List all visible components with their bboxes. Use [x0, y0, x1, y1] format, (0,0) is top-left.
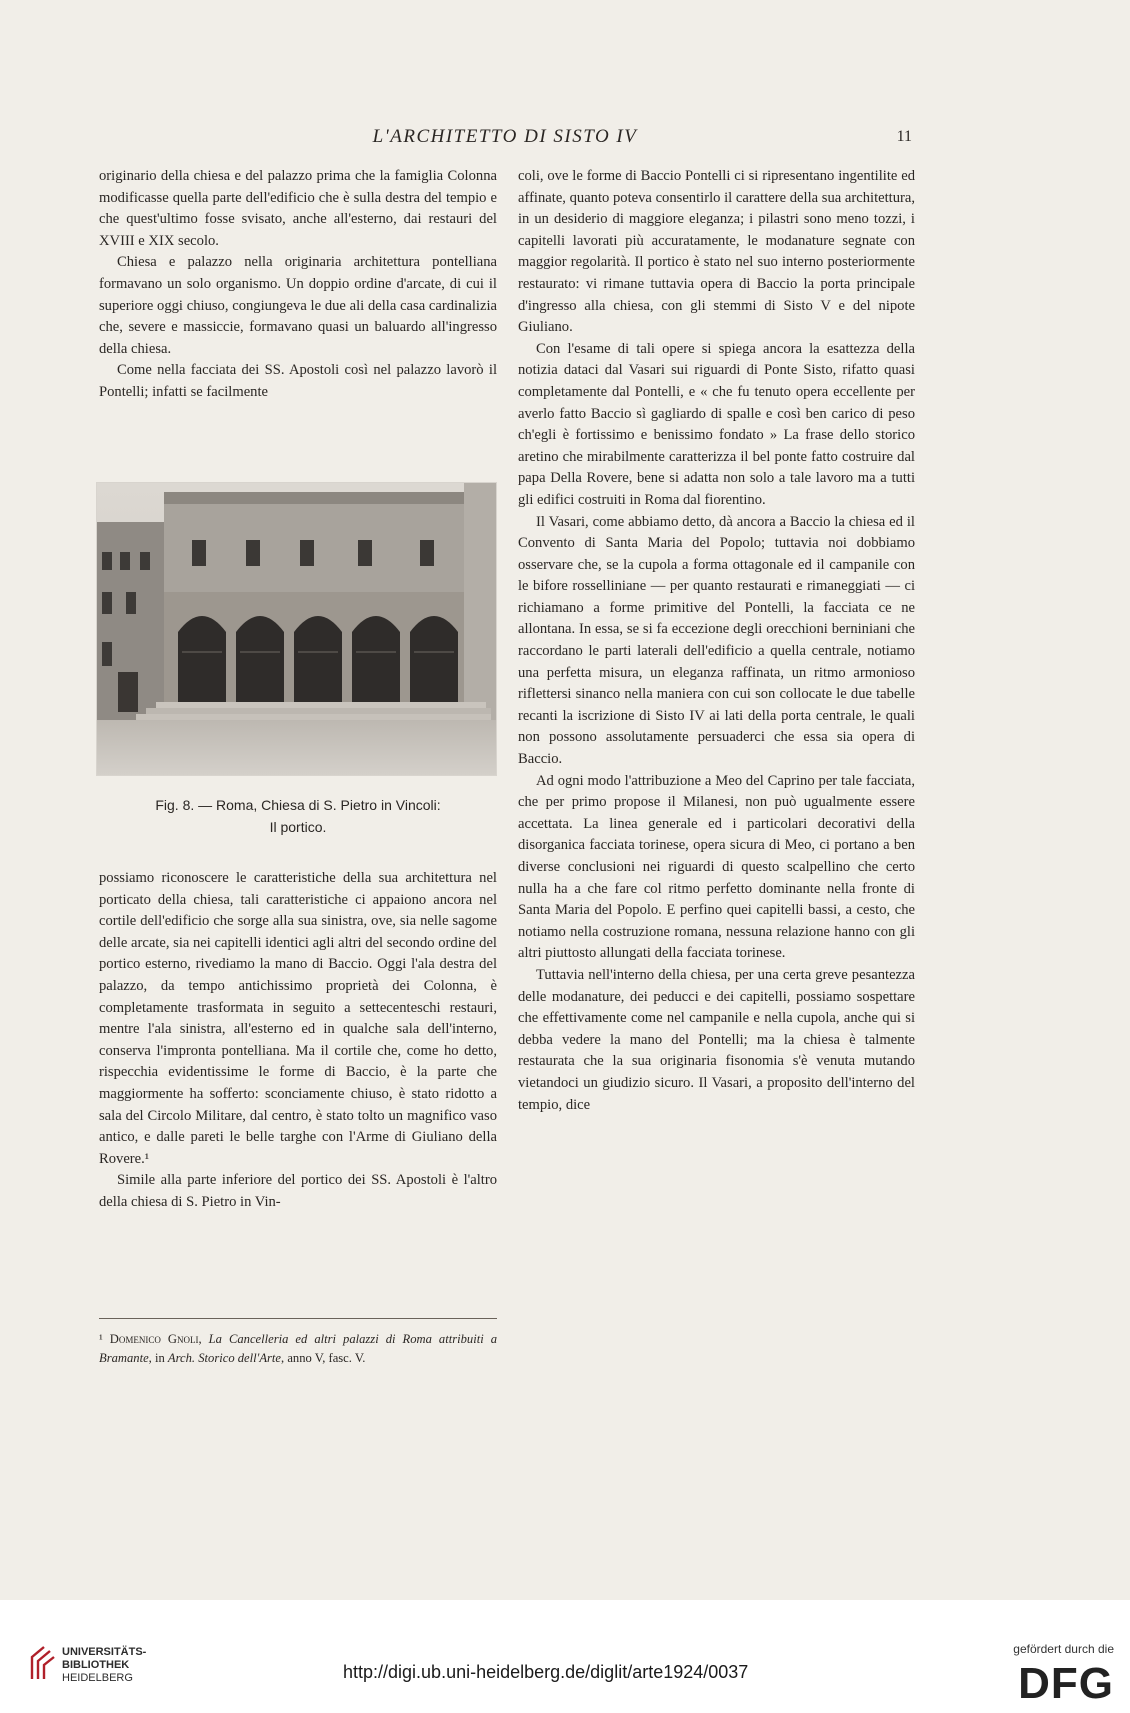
paragraph: Chiesa e palazzo nella originaria architettura pontelliana formavano un solo organismo. Un doppio ordine d'arcate, di cui il superiore oggi chiuso, congiungeva le due ali della casa cardinalizia che, severe e massiccie, formavano quasi un baluardo all'ingresso della chiesa.	[99, 254, 497, 357]
left-column-bottom	[99, 868, 497, 1214]
paragraph: Con l'esame di tali opere si spiega ancora la esattezza della notizia dataci dal Vasari sui riguardi di Ponte Sisto, rifatto quasi completamente dal Pontelli, e « che fu tenuto opera eccellente per averlo fatto Baccio sì gagliardo di spalle e così ben carico di peso ch'egli è fortissimo e benissimo fondato » La frase dello storico aretino che mirabilmente caratterizza il bel ponte fatto costruire dal papa Della Rovere, bene si adatta non solo a tale lavoro ma a tutti gli edifici costruiti in Roma dal fiorentino.	[518, 340, 915, 508]
paragraph: coli, ove le forme di Baccio Pontelli ci si ripresentano ingentilite ed affinate, quanto poteva consentirlo il carattere della sua architettura, in un desiderio di maggiore eleganza; i pilastri sono meno tozzi, i capitelli lavorati più accuratamente, le modanature segnate con maggior regolarità. Il portico è stato nel suo interno posteriormente restaurato: vi rimane tuttavia opera di Baccio la porta principale d'ingresso alla chiesa, con gli stemmi di Sisto V e del nipote Giuliano.	[518, 168, 915, 336]
running-header	[98, 126, 912, 156]
paragraph: Tuttavia nell'interno della chiesa, per una certa greve pesantezza delle modanature, dei peducci e dei capitelli, possiamo sospettare che effettivamente come nel campanile e nella cupola, anche qui si debba vedere la mano del Pontelli; ma la chiesa è talmente restaurata che la sua originaria fisonomia s'è venuta mutando vietandoci un giudizio sicuro. Il Vasari, a proposito dell'interno del tempio, dice	[518, 966, 915, 1113]
library-name-line: HEIDELBERG	[62, 1672, 133, 1684]
paragraph: Il Vasari, come abbiamo detto, dà ancora a Baccio la chiesa ed il Convento di Santa Maria del Popolo; tuttavia noi dobbiamo osservare che, se la cupola a forma ottagonale ed il campanile con le bifore rosselliniane — per quanto restaurati e rimaneggiati — ci richiamano a forme primitive del Pontelli, la facciata ce ne allontana. In essa, se si fa eccezione degli orecchioni berniniani che raccordano le parti laterali dell'edificio a quella centrale, notiamo una perfetta misura, un eleganza raffinata, un ritmo armonioso riflettersi sinanco nella maniera con cui son collocate le due tabelle recanti la iscrizione di Sisto IV ai lati della porta centrale, le quali non possono assolutamente persuaderci che essa sia opera di Baccio.	[518, 513, 915, 768]
figure-photo-portico	[96, 482, 497, 776]
funded-by-label: gefördert durch die	[1013, 1642, 1114, 1656]
digitization-footer	[0, 1600, 1130, 1713]
caption-line: Fig. 8. — Roma, Chiesa di S. Pietro in Vincoli:	[155, 797, 441, 813]
footnote: ¹ Domenico Gnoli, La Cancelleria ed altri palazzi di Roma attribuiti a Bramante, in Arch. Storico dell'Arte, anno V, fasc. V.	[99, 1332, 497, 1365]
paragraph: Ad ogni modo l'attribuzione a Meo del Caprino per tale facciata, che per primo propose il Milanesi, non può ugualmente essere accettata. La linea generale ed i particolari decorativi della disorganica facciata torinese, opera sicura di Meo, ci portano a ben diverse conclusioni nei riguardi di questo scalpellino che certo nulla ha a che fare col ritmo perfetto dominante nella fronte di Santa Maria del Popolo. E perfino quei capitelli bassi, a cesto, che notiamo nella costruzione romana, nessuna relazione hanno con gli altri piuttosto allungati della facciata torinese.	[518, 772, 915, 962]
running-title: L'ARCHITETTO DI SISTO IV	[372, 126, 638, 147]
footnote-journal: Arch. Storico dell'Arte	[167, 1351, 282, 1365]
footnote-middle: , in	[148, 1351, 168, 1365]
library-name-line: BIBLIOTHEK	[62, 1659, 130, 1671]
library-logo-icon	[28, 1643, 56, 1683]
footnote-rule	[99, 1318, 497, 1319]
paragraph: Come nella facciata dei SS. Apostoli così nel palazzo lavorò il Pontelli; infatti se facilmente	[99, 362, 497, 400]
footnote-author: Domenico Gnoli	[109, 1332, 199, 1346]
page-number: 11	[896, 128, 912, 145]
library-name	[62, 1646, 146, 1685]
footnote-end: , anno V, fasc. V.	[281, 1351, 366, 1365]
figure-caption	[99, 794, 497, 838]
source-url-link[interactable]: http://digi.ub.uni-heidelberg.de/diglit/arte1924/0037	[343, 1662, 749, 1682]
paragraph: possiamo riconoscere le caratteristiche della sua architettura nel porticato della chiesa, tali caratteristiche ci appaiono ancora nel cortile dell'edificio che sorge alla sua sinistra, ove, sia nelle sagome delle arcate, sia nei capitelli identici agli altri del secondo ordine del portico esterno, rivediamo la mano di Baccio. Oggi l'ala destra del palazzo, da tempo antichissimo proprietà dei Colonna, è completamente trasformata in seguito a settecenteschi restauri, mentre l'ala sinistra, all'esterno ed in qualche sala dell'interno, conserva l'impronta pontelliana. Ma il cortile che, come ho detto, rispecchia evidentissime le forme di Baccio, è la parte che maggiormente ha sofferto: sconciamente chiuso, è stato ridotto a sala del Circolo Militare, dal centro, è stato tolto un magnifico vaso antico, e dalle pareti le belle targhe con l'Arme di Giuliano della Rovere.¹	[99, 870, 497, 1167]
caption-line: Il portico.	[269, 819, 327, 835]
left-column-top	[99, 166, 497, 404]
paragraph: originario della chiesa e del palazzo prima che la famiglia Colonna modificasse quella parte dell'edificio che è sulla destra del tempio e che quest'ultimo fosse svisato, anche all'esterno, dai restauri del XVIII e XIX secolo.	[99, 168, 497, 249]
library-name-line: UNIVERSITÄTS-	[62, 1646, 147, 1658]
paragraph: Simile alla parte inferiore del portico dei SS. Apostoli è l'altro della chiesa di S. Pietro in Vin-	[99, 1172, 497, 1210]
footnote-title: La Cancelleria ed altri palazzi di Roma attribuiti a Bramante	[99, 1332, 497, 1365]
footnote-marker: ¹	[99, 1332, 103, 1346]
dfg-logo: DFG	[1018, 1659, 1114, 1708]
right-column	[518, 166, 915, 1116]
